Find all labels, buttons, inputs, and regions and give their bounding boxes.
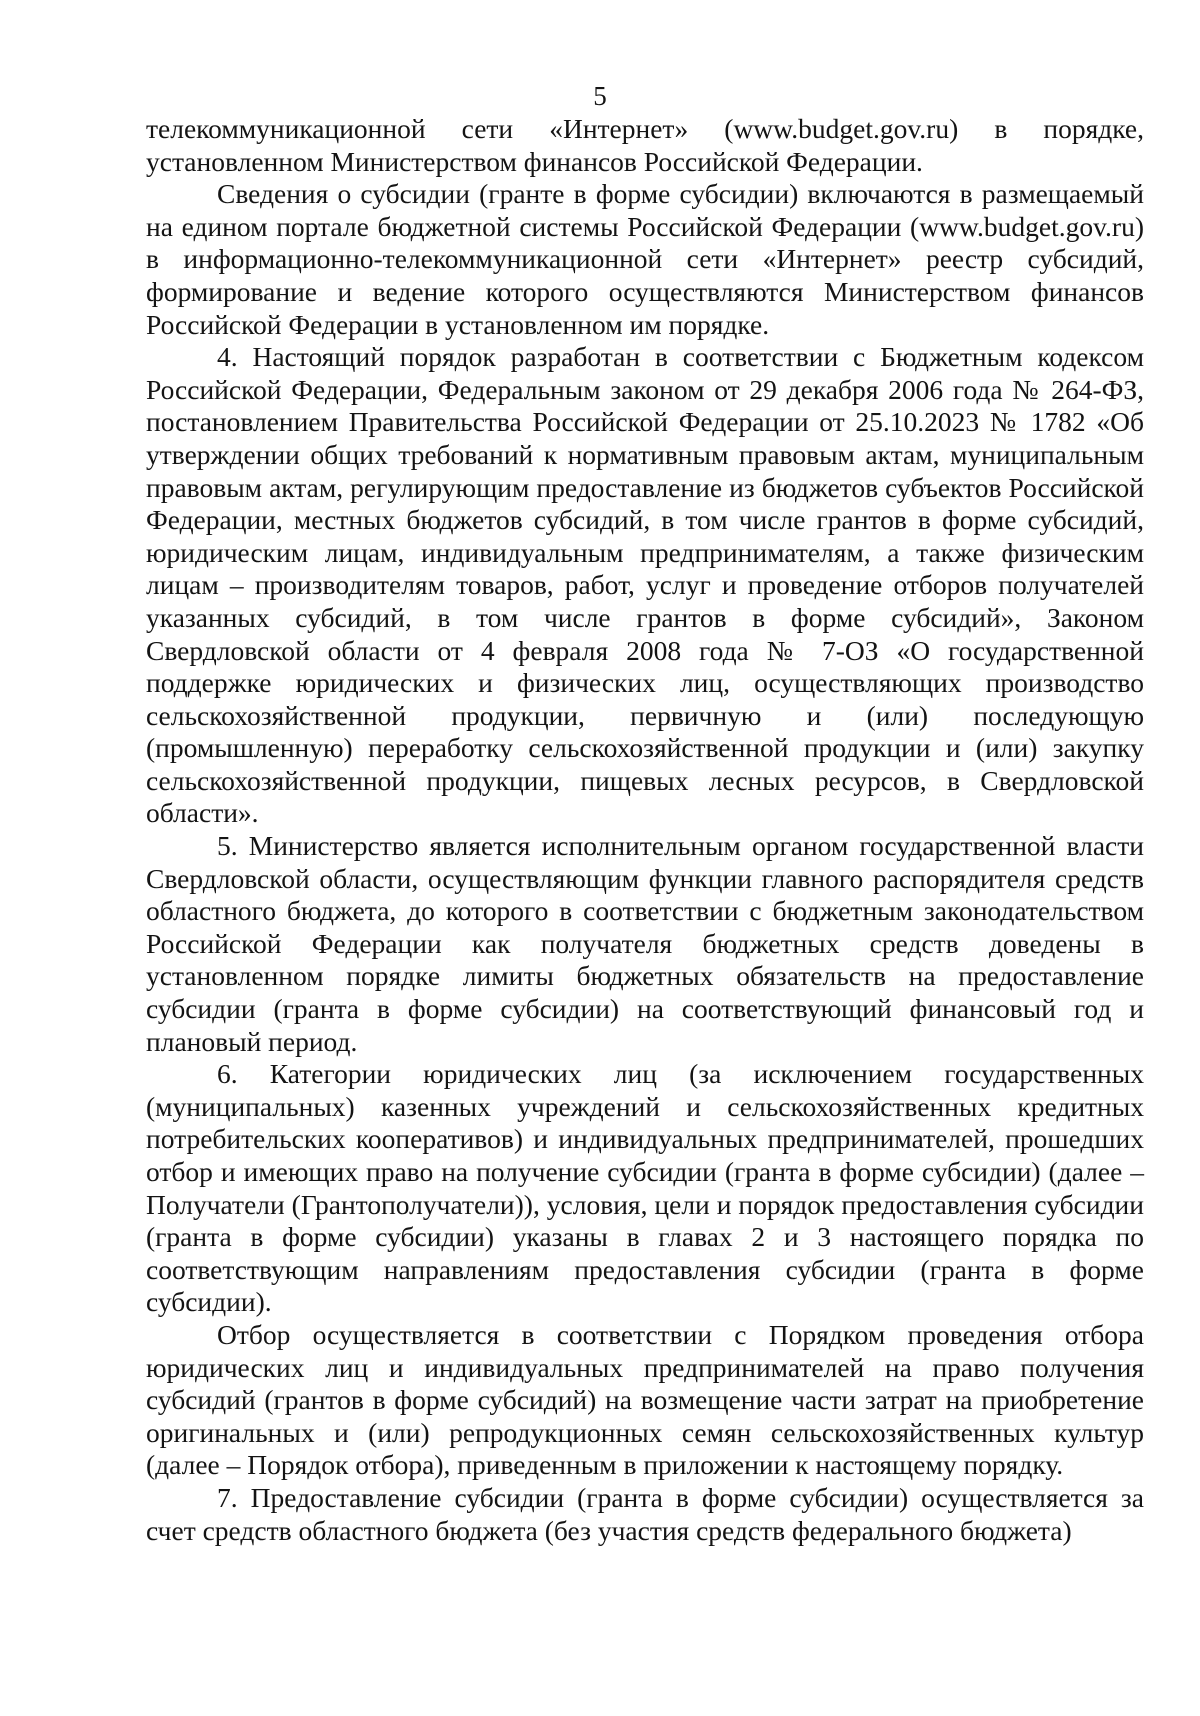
document-body xyxy=(146,113,1144,1547)
paragraph-selection: Отбор осуществляется в соответствии с Порядком проведения отбора юридических лиц и индивидуальных предпринимателей на право получения субсидий (грантов в форме субсидий) на возмещение части затрат на приобретение оригинальных и (или) репродукционных семян сельскохозяйственных культур (далее – Порядок отбора), приведенным в приложении к настоящему порядку. xyxy=(146,1318,1144,1481)
page-number: 5 xyxy=(593,81,607,111)
paragraph-item-6: 6. Категории юридических лиц (за исключением государственных (муниципальных) казенных учреждений и сельскохозяйственных кредитных потребительских кооперативов) и индивидуальных предпринимателей, прошедших отбор и имеющих право на получение субсидии (гранта в форме субсидии) (далее – Получатели (Грантополучатели)), условия, цели и порядок предоставления субсидии (гранта в форме субсидии) указаны в главах 2 и 3 настоящего порядка по соответствующим направлениям предоставления субсидии (гранта в форме субсидии). xyxy=(146,1058,1144,1318)
paragraph-subsidy-info: Сведения о субсидии (гранте в форме субсидии) включаются в размещаемый на едином портале бюджетной системы Российской Федерации (www.budget.gov.ru) в информационно-телекоммуникационной сети «Интернет» реестр субсидий, формирование и ведение которого осуществляются Министерством финансов Российской Федерации в установленном им порядке. xyxy=(146,178,1144,340)
paragraph-item-5: 5. Министерство является исполнительным органом государственной власти Свердловской области, осуществляющим функции главного распорядителя средств областного бюджета, до которого в соответствии с бюджетным законодательством Российской Федерации как получателя бюджетных средств доведены в установленном порядке лимиты бюджетных обязательств на предоставление субсидии (гранта в форме субсидии) на соответствующий финансовый год и плановый период. xyxy=(146,830,1144,1057)
paragraph-continuation: телекоммуникационной сети «Интернет» (www.budget.gov.ru) в порядке, установленном Министерством финансов Российской Федерации. xyxy=(146,113,1144,177)
paragraph-item-7: 7. Предоставление субсидии (гранта в форме субсидии) осуществляется за счет средств областного бюджета (без участия средств федерального бюджета) xyxy=(146,1481,1144,1546)
paragraph-item-4: 4. Настоящий порядок разработан в соответствии с Бюджетным кодексом Российской Федерации, Федеральным законом от 29 декабря 2006 года № 264-ФЗ, постановлением Правительства Российской Федерации от 25.10.2023 № 1782 «Об утверждении общих требований к нормативным правовым актам, муниципальным правовым актам, регулирующим предоставление из бюджетов субъектов Российской Федерации, местных бюджетов субсидий, в том числе грантов в форме субсидий, юридическим лицам, индивидуальным предпринимателям, а также физическим лицам – производителям товаров, работ, услуг и проведение отборов получателей указанных субсидий, в том числе грантов в форме субсидий», Законом Свердловской области от 4 февраля 2008 года № 7-ОЗ «О государственной поддержке юридических и физических лиц, осуществляющих производство сельскохозяйственной продукции, первичную и (или) последующую (промышленную) переработку сельскохозяйственной продукции и (или) закупку сельскохозяйственной продукции, пищевых лесных ресурсов, в Свердловской области». xyxy=(146,341,1144,829)
